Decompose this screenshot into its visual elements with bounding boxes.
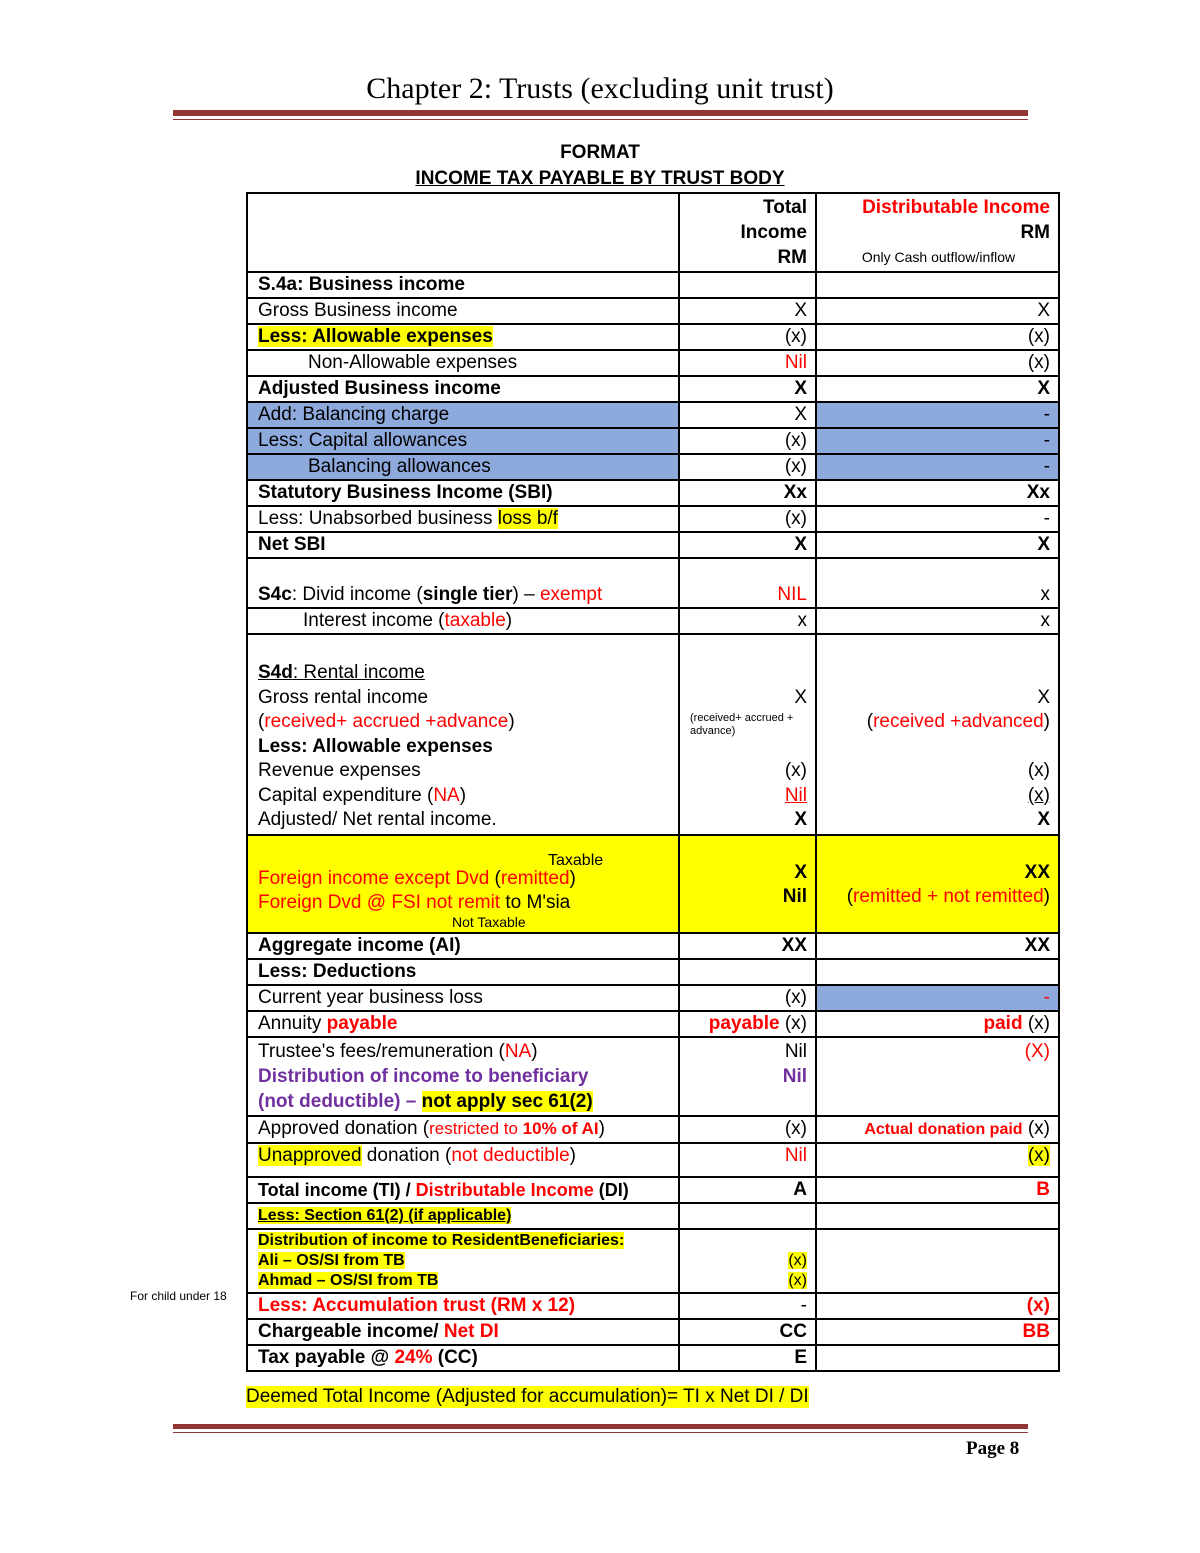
table-row: Chargeable income/ Net DI CC BB — [247, 1319, 1059, 1345]
format-subtitle: INCOME TAX PAYABLE BY TRUST BODY — [415, 168, 785, 189]
table-row: S4d: Rental income Gross rental income (received+ accrued +advance) Less: Allowable expenses Revenue expenses Capital expenditure (NA) Adjusted/ Net rental income. X (received+ accrued + advance) (x) Nil X X (received +advanced) (x) (x) X — [247, 634, 1059, 835]
table-row: Less: Deductions — [247, 959, 1059, 985]
di-col-header: Distributable Income — [862, 197, 1050, 218]
table-row: Non-Allowable expenses Nil (x) — [247, 350, 1059, 376]
footer-rule-thin — [173, 1432, 1028, 1433]
table-row: Trustee's fees/remuneration (NA) Distribution of income to beneficiary (not deductible) – not apply sec 61(2) Nil Nil (X) — [247, 1037, 1059, 1116]
table-row: S.4a: Business income — [247, 272, 1059, 298]
table-row: Balancing allowances (x) - — [247, 454, 1059, 480]
table-row: S4c: Divid income (single tier) – exempt NIL x — [247, 558, 1059, 608]
table-row: Tax payable @ 24% (CC) E — [247, 1345, 1059, 1371]
table-row: Aggregate income (AI) XX XX — [247, 933, 1059, 959]
table-row: Less: Section 61(2) (if applicable) — [247, 1203, 1059, 1229]
table-row: Gross Business income X X — [247, 298, 1059, 324]
footer-rule — [173, 1424, 1028, 1429]
table-row: Less: Allowable expenses (x) (x) — [247, 324, 1059, 350]
table-row: Less: Capital allowances (x) - — [247, 428, 1059, 454]
chapter-title: Chapter 2: Trusts (excluding unit trust) — [366, 72, 834, 105]
table-row: Adjusted Business income X X — [247, 376, 1059, 402]
table-row: Distribution of income to ResidentBeneficiaries: Ali – OS/SI from TB Ahmad – OS/SI from TB (x) (x) — [247, 1229, 1059, 1293]
table-row: Less: Unabsorbed business loss b/f (x) - — [247, 506, 1059, 532]
header-rule — [173, 110, 1028, 116]
table-row: Current year business loss (x) - — [247, 985, 1059, 1011]
table-row: Less: Accumulation trust (RM x 12) - (x) — [247, 1293, 1059, 1319]
page-number: Page 8 — [966, 1438, 1020, 1459]
table-row: Annuity payable payable (x) paid (x) — [247, 1011, 1059, 1037]
table-row: Add: Balancing charge X - — [247, 402, 1059, 428]
format-title: FORMAT — [560, 142, 640, 163]
table-row: Total income (TI) / Distributable Income (DI) A B — [247, 1177, 1059, 1203]
header-rule-thin — [173, 119, 1028, 120]
table-row: Statutory Business Income (SBI) Xx Xx — [247, 480, 1059, 506]
table-row: Net SBI X X — [247, 532, 1059, 558]
table-row: Unapproved donation (not deductible) Nil (x) — [247, 1143, 1059, 1177]
tax-format-table — [246, 192, 1060, 1372]
deemed-total-income-note: Deemed Total Income (Adjusted for accumulation)= TI x Net DI / DI — [246, 1386, 809, 1407]
table-row: Approved donation (restricted to 10% of AI) (x) Actual donation paid (x) — [247, 1116, 1059, 1143]
table-row: Taxable Foreign income except Dvd (remitted) Foreign Dvd @ FSI not remit to M'sia Not Taxable X Nil XX (remitted + not remitted) — [247, 835, 1059, 933]
table-header-row: Total Income RM Distributable Income RM Only Cash outflow/inflow — [247, 193, 1059, 272]
table-row: Interest income (taxable) x x — [247, 608, 1059, 634]
child-side-note: For child under 18 — [130, 1289, 227, 1303]
